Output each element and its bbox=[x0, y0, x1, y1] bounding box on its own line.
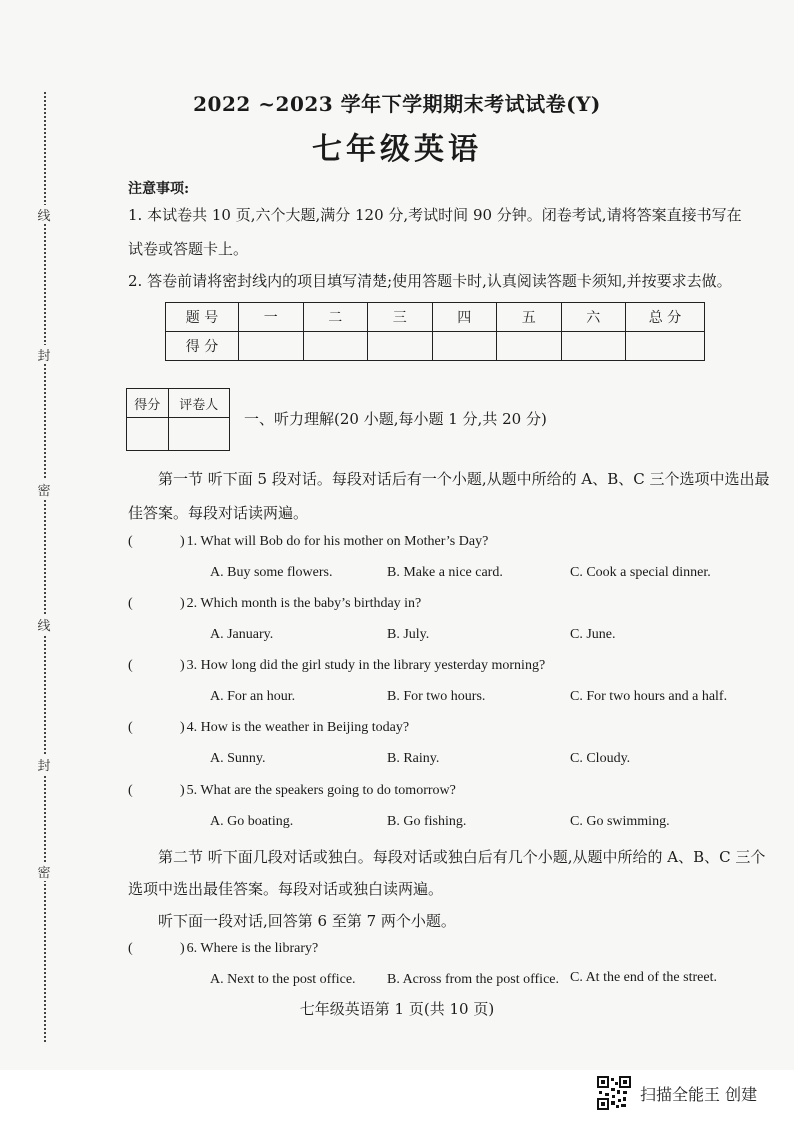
question-text: What will Bob do for his mother on Mother’s Day? bbox=[200, 534, 489, 549]
binding-mark: 密 bbox=[35, 480, 53, 499]
question-3: ( ) 3. How long did the girl study in the library yesterday morning? bbox=[128, 658, 546, 673]
answer-blank[interactable]: ( bbox=[128, 658, 133, 673]
answer-blank[interactable]: ( bbox=[128, 783, 133, 798]
part2-instruction-cont: 选项中选出最佳答案。每段对话或独白读两遍。 bbox=[128, 880, 444, 898]
scanner-app-watermark: 扫描全能王 创建 bbox=[640, 1085, 758, 1104]
option-c: C. Go swimming. bbox=[570, 814, 670, 829]
option-b: B. Across from the post office. bbox=[387, 972, 559, 987]
notice-item-1: 1. 本试卷共 10 页,六个大题,满分 120 分,考试时间 90 分钟。闭卷考试,请将答案直接书写在 bbox=[128, 206, 742, 224]
score-header-cell: 六 bbox=[561, 303, 626, 332]
question-text: Where is the library? bbox=[200, 941, 319, 956]
question-5: ( ) 5. What are the speakers going to do tomorrow? bbox=[128, 783, 456, 798]
option-b: B. Make a nice card. bbox=[387, 565, 503, 580]
question-text: What are the speakers going to do tomorrow? bbox=[200, 783, 456, 798]
grader-score-label: 得分 bbox=[127, 389, 169, 418]
notice-item-1-cont: 试卷或答题卡上。 bbox=[128, 240, 249, 258]
question-number: 1. bbox=[186, 534, 198, 549]
score-header-cell: 三 bbox=[368, 303, 433, 332]
binding-mark: 封 bbox=[35, 755, 53, 774]
option-a: A. Next to the post office. bbox=[210, 972, 356, 987]
grader-name-label: 评卷人 bbox=[168, 389, 230, 418]
section-heading: 一、听力理解(20 小题,每小题 1 分,共 20 分) bbox=[244, 410, 547, 428]
binding-mark: 密 bbox=[35, 862, 53, 881]
option-a: A. January. bbox=[210, 627, 274, 642]
answer-blank[interactable]: ( bbox=[128, 941, 133, 956]
option-c: C. Cloudy. bbox=[570, 751, 631, 766]
question-text: Which month is the baby’s birthday in? bbox=[200, 596, 422, 611]
score-header-cell: 二 bbox=[303, 303, 368, 332]
subject-title: 七年级英语 bbox=[312, 132, 482, 167]
grader-name-cell[interactable] bbox=[168, 418, 230, 451]
question-text: How is the weather in Beijing today? bbox=[200, 720, 410, 735]
option-a: A. Sunny. bbox=[210, 751, 266, 766]
option-b: B. Go fishing. bbox=[387, 814, 467, 829]
binding-mark: 线 bbox=[35, 615, 53, 634]
score-row-label: 得 分 bbox=[166, 332, 239, 361]
score-header-cell: 题 号 bbox=[166, 303, 239, 332]
option-a: A. For an hour. bbox=[210, 689, 296, 704]
option-a: A. Buy some flowers. bbox=[210, 565, 333, 580]
score-header-cell: 一 bbox=[239, 303, 304, 332]
score-table-header-row bbox=[166, 303, 705, 332]
answer-blank[interactable]: ( bbox=[128, 534, 133, 549]
option-c: C. Cook a special dinner. bbox=[570, 565, 711, 580]
score-table bbox=[165, 302, 705, 361]
notice-heading: 注意事项: bbox=[128, 181, 190, 197]
grader-score-cell[interactable] bbox=[127, 418, 169, 451]
part1-instruction: 第一节 听下面 5 段对话。每段对话后有一个小题,从题中所给的 A、B、C 三个选项中选出最 bbox=[158, 470, 770, 488]
question-4: ( ) 4. How is the weather in Beijing today? bbox=[128, 720, 410, 735]
question-text: How long did the girl study in the library yesterday morning? bbox=[200, 658, 546, 673]
option-b: B. July. bbox=[387, 627, 430, 642]
option-c: C. For two hours and a half. bbox=[570, 689, 728, 704]
question-number: 6. bbox=[186, 941, 198, 956]
score-header-cell: 总 分 bbox=[626, 303, 705, 332]
binding-dotted-line bbox=[44, 92, 46, 1042]
question-2: ( ) 2. Which month is the baby’s birthday in? bbox=[128, 596, 422, 611]
binding-mark: 线 bbox=[35, 205, 53, 224]
notice-item-2: 2. 答卷前请将密封线内的项目填写清楚;使用答题卡时,认真阅读答题卡须知,并按要求去做。 bbox=[128, 272, 732, 290]
question-number: 4. bbox=[186, 720, 198, 735]
question-number: 5. bbox=[186, 783, 198, 798]
part2-instruction: 第二节 听下面几段对话或独白。每段对话或独白后有几个小题,从题中所给的 A、B、C 三个 bbox=[158, 848, 766, 866]
exam-title: 2022 ~2023 学年下学期期末考试试卷(Y) bbox=[193, 92, 601, 116]
qr-code-icon bbox=[597, 1076, 631, 1110]
question-6: ( ) 6. Where is the library? bbox=[128, 941, 319, 956]
part2-dialogue-instruction: 听下面一段对话,回答第 6 至第 7 两个小题。 bbox=[158, 912, 456, 930]
option-c: C. June. bbox=[570, 627, 616, 642]
score-cell[interactable] bbox=[239, 332, 304, 361]
question-number: 3. bbox=[186, 658, 198, 673]
score-table-score-row bbox=[166, 332, 705, 361]
part1-instruction-cont: 佳答案。每段对话读两遍。 bbox=[128, 504, 309, 522]
grader-box bbox=[126, 388, 230, 451]
option-c: C. At the end of the street. bbox=[570, 970, 717, 985]
option-b: B. Rainy. bbox=[387, 751, 440, 766]
score-cell[interactable] bbox=[626, 332, 705, 361]
score-cell[interactable] bbox=[303, 332, 368, 361]
question-1: ( ) 1. What will Bob do for his mother on Mother’s Day? bbox=[128, 534, 489, 549]
binding-mark: 封 bbox=[35, 345, 53, 364]
score-header-cell: 五 bbox=[497, 303, 562, 332]
question-number: 2. bbox=[186, 596, 198, 611]
page-footer: 七年级英语第 1 页(共 10 页) bbox=[299, 1000, 495, 1018]
score-cell[interactable] bbox=[368, 332, 433, 361]
option-b: B. For two hours. bbox=[387, 689, 486, 704]
score-cell[interactable] bbox=[497, 332, 562, 361]
answer-blank[interactable]: ( bbox=[128, 720, 133, 735]
score-cell[interactable] bbox=[561, 332, 626, 361]
score-header-cell: 四 bbox=[432, 303, 497, 332]
answer-blank[interactable]: ( bbox=[128, 596, 133, 611]
score-cell[interactable] bbox=[432, 332, 497, 361]
option-a: A. Go boating. bbox=[210, 814, 294, 829]
